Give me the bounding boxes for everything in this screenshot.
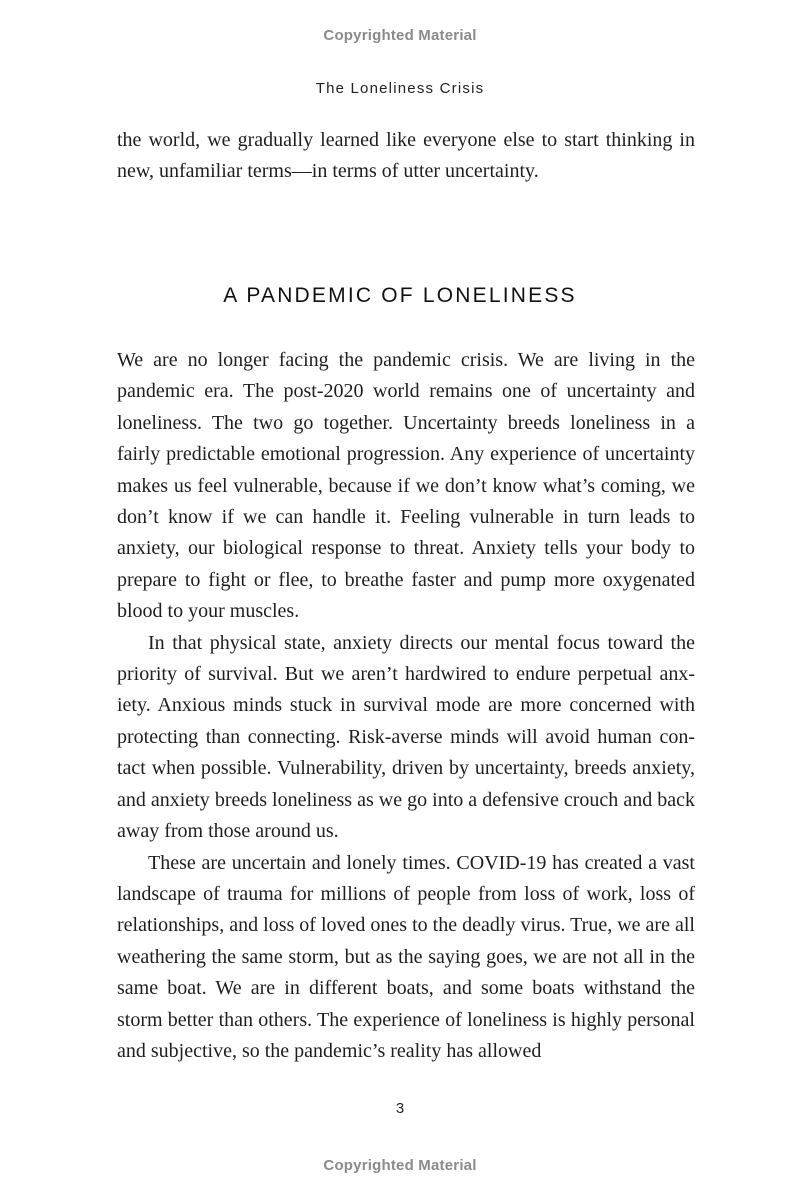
paragraph: the world, we gradually learned like everyone else to start thinking in new, unfamiliar terms—in terms of utter uncertainty. <box>117 129 695 183</box>
section-heading: A PANDEMIC OF LONELINESS <box>223 284 577 307</box>
section-body <box>117 345 695 1067</box>
running-head: The Loneliness Crisis <box>315 80 485 97</box>
paragraph-2: In that physical state, anxiety directs our mental focus toward the priority of survival. But we aren’t hardwired to endure perpetual anxiety. Anxious minds stuck in survival mode are more concerned with protecting than connecting. Risk-averse minds will avoid human contact when possible. Vulnerability, driven by uncertainty, breeds anxiety, and anxiety breeds loneliness as we go into a defensive crouch and back away from those around us. <box>117 631 695 843</box>
paragraph-3: These are uncertain and lonely times. COVID-19 has created a vast landscape of trauma for millions of people from loss of work, loss of relationships, and loss of loved ones to the deadly virus. True, we are all weathering the same storm, but as the saying goes, we are not all in the same boat. We are in different boats, and some boats withstand the storm better than others. The experience of loneliness is highly personal and subjective, so the pandemic’s reality has allowed <box>117 851 695 1062</box>
copyright-watermark-bottom: Copyrighted Material <box>323 1157 477 1174</box>
page-number: 3 <box>395 1100 405 1117</box>
lead-paragraph <box>117 125 695 188</box>
paragraph-1: We are no longer facing the pandemic crisis. We are living in the pandemic era. The post-2020 world remains one of uncertainty and loneliness. The two go together. Uncertainty breeds loneliness in a fairly predictable emotional progression. Any experience of uncertainty makes us feel vulnerable, because if we don’t know what’s coming, we don’t know if we can handle it. Feeling vulnerable in turn leads to anxiety, our biological response to threat. Anxiety tells your body to prepare to fight or flee, to breathe faster and pump more oxygenated blood to your muscles. <box>117 349 695 623</box>
copyright-watermark-top: Copyrighted Material <box>323 27 477 44</box>
